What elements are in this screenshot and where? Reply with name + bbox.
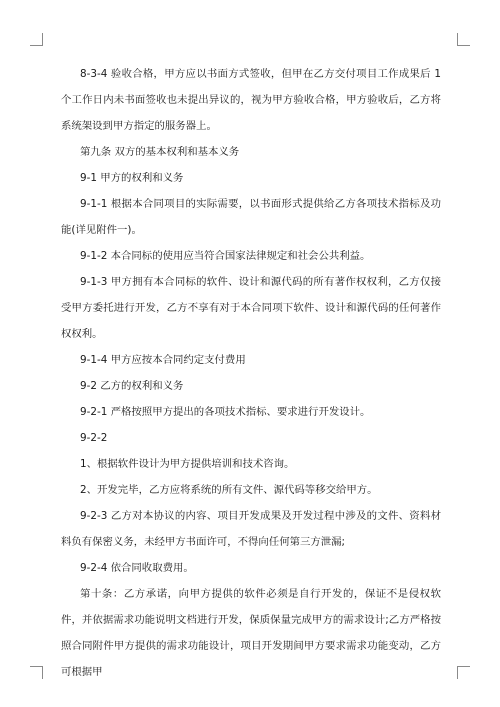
paragraph-9-2-4: 9-2-4 依合同收取费用。 (80, 562, 194, 574)
crop-mark-top-left (30, 33, 43, 46)
paragraph-8-3-4: 8-3-4 验收合格，甲方应以书面方式签收，但甲在乙方交付项目工作成果后 1 个工作日内未书面签收也未提出异议的，视为甲方验收合格，甲方验收后，乙方将系统架设到甲方指定的服务器上。 (61, 68, 441, 132)
paragraph-9-2-2: 9-2-2 (80, 432, 108, 444)
paragraph-9-1-3: 9-1-3 甲方拥有本合同标的软件、设计和源代码的所有著作权权利，乙方仅接受甲方委托进行开发，乙方不享有对于本合同项下软件、设计和源代码的任何著作权权利。 (61, 276, 441, 340)
paragraph-9-2-1: 9-2-1 严格按照甲方提出的各项技术指标、要求进行开发设计。 (80, 406, 371, 418)
paragraph-9-1-2: 9-1-2 本合同标的使用应当符合国家法律规定和社会公共利益。 (80, 250, 371, 262)
paragraph-9-2-3: 9-2-3 乙方对本协议的内容、项目开发成果及开发过程中涉及的文件、资料材料负有保密义务，未经甲方书面许可，不得向任何第三方泄漏; (61, 510, 441, 548)
list-item-2: 2、开发完毕，乙方应将系统的所有文件、源代码等移交给甲方。 (80, 484, 378, 496)
crop-mark-bottom-right (457, 666, 470, 679)
paragraph-9-1-1: 9-1-1 根据本合同项目的实际需要，以书面形式提供给乙方各项技术指标及功能(详见附件一)。 (61, 198, 441, 236)
article-9-heading: 第九条 双方的基本权利和基本义务 (80, 146, 240, 158)
article-10-paragraph: 第十条：乙方承诺，向甲方提供的软件必须是自行开发的，保证不是侵权软件，并依据需求功能说明文档进行开发，保质保量完成甲方的需求设计;乙方严格按照合同附件甲方提供的需求功能设计，项目开发期间甲方要求需求功能变动，乙方可根据甲 (61, 588, 441, 678)
list-item-1: 1、根据软件设计为甲方提供培训和技术咨询。 (80, 458, 295, 470)
section-9-1-heading: 9-1 甲方的权利和义务 (80, 172, 184, 184)
document-page (61, 61, 441, 685)
crop-mark-bottom-left (30, 666, 43, 679)
section-9-2-heading: 9-2 乙方的权利和义务 (80, 380, 184, 392)
crop-mark-top-right (457, 33, 470, 46)
paragraph-9-1-4: 9-1-4 甲方应按本合同约定支付费用 (80, 354, 246, 366)
